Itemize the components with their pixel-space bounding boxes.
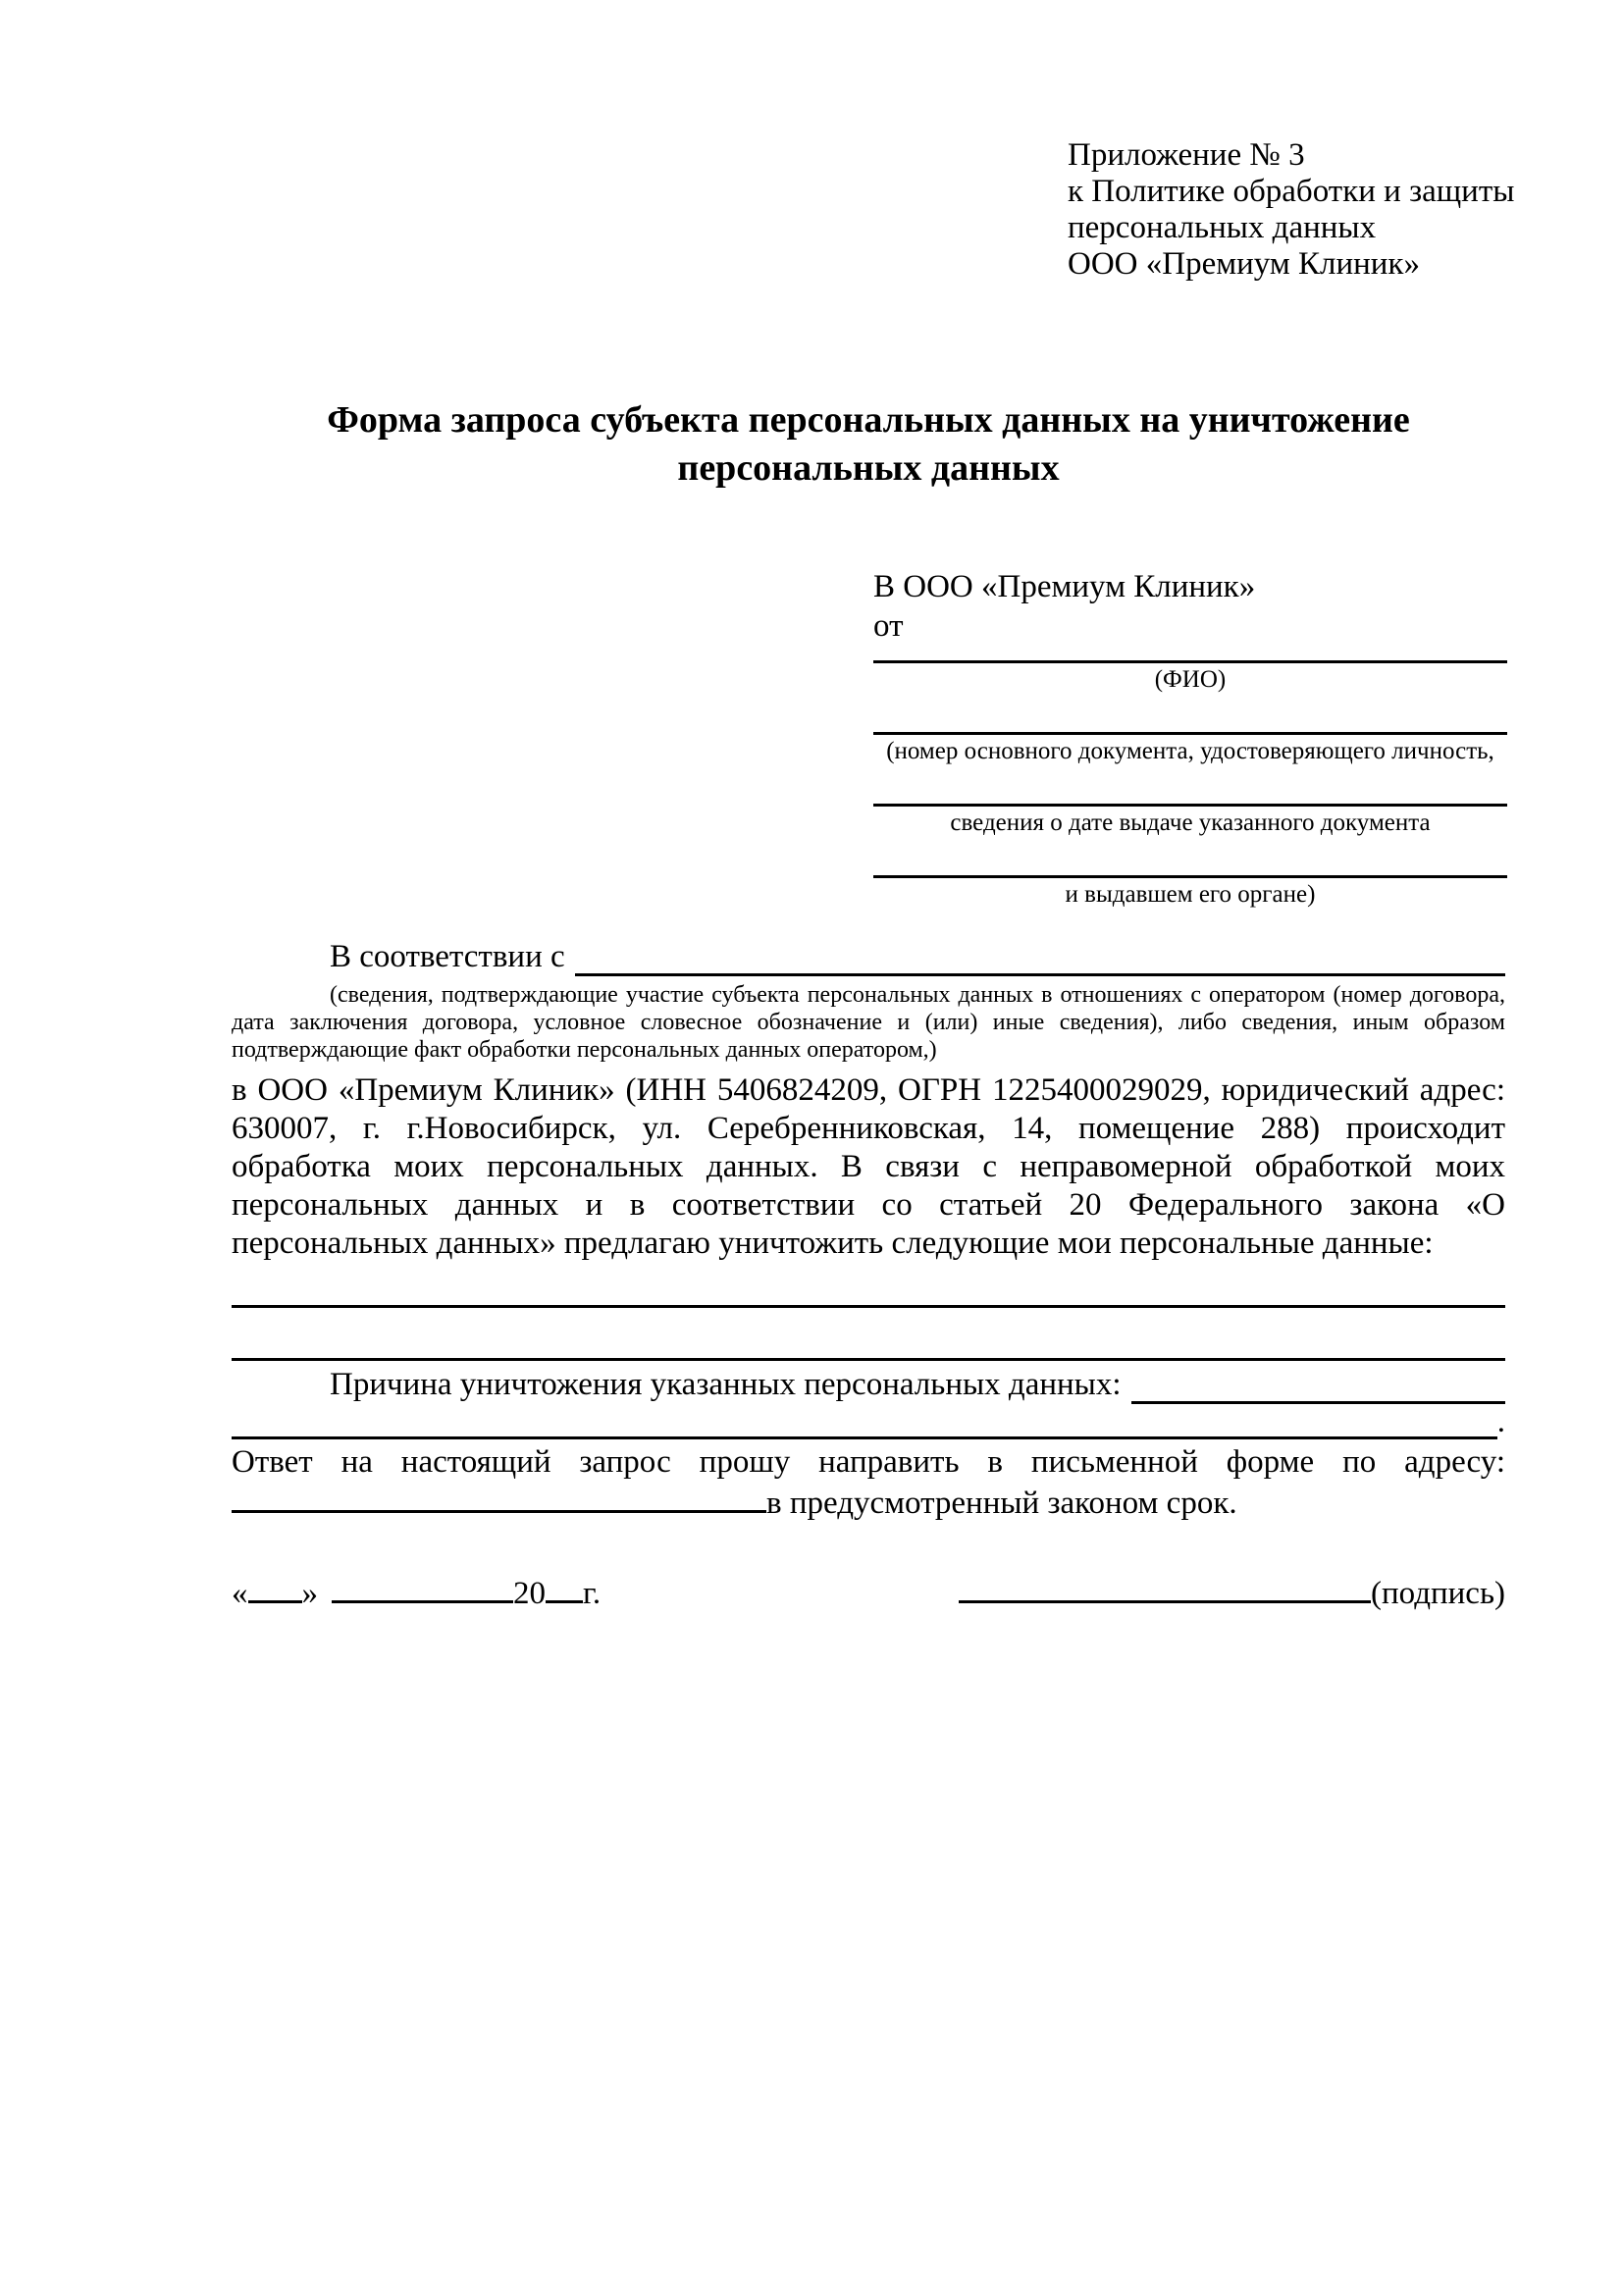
response-sentence: Ответ на настоящий запрос прошу направить в письменной форме по адресу: — [232, 1444, 1505, 1480]
date-close-quote: » — [301, 1576, 318, 1611]
fio-blank-line — [873, 646, 1507, 663]
small-print-note — [232, 981, 1505, 1064]
date-open-quote: « — [232, 1576, 248, 1611]
appendix-policy-line2: персональных данных — [1068, 210, 1377, 245]
reason-label: Причина уничтожения указанных персональных данных: — [330, 1367, 1122, 1402]
appendix-header — [1068, 137, 1539, 283]
appendix-number: Приложение № 3 — [1068, 137, 1305, 173]
footer-row — [232, 1574, 1505, 1613]
reason-row — [232, 1366, 1505, 1404]
accordance-blank-line — [575, 943, 1505, 976]
issuing-authority-caption: и выдавшем его органе) — [1065, 881, 1316, 908]
response-suffix: в предусмотренный законом срок. — [766, 1486, 1237, 1521]
response-address-row — [232, 1484, 1505, 1523]
accordance-row — [232, 938, 1505, 976]
signature-blank-line — [959, 1574, 1371, 1603]
page-title-line1: Форма запроса субъекта персональных данных на уничтожение — [327, 399, 1410, 441]
document-number-caption: (номер основного документа, удостоверяющего личность, — [886, 738, 1494, 764]
page-title — [232, 396, 1505, 493]
date-century: 20 — [513, 1576, 546, 1611]
main-paragraph: в ООО «Премиум Клиник» (ИНН 5406824209, ОГРН 1225400029029, юридический адрес: 630007, г. г.Новосибирск, ул. Серебренниковская, 14, помещение 288) происходит обработка моих персональных данных. В связи с неправомерной обработкой моих персональных данных и в соответствии со статьей 20 Федерального закона «О персональных данных» предлагаю уничтожить следующие мои персональные данные: — [232, 1072, 1505, 1261]
addressee-to: В ООО «Премиум Клиник» — [873, 569, 1256, 604]
reason-blank-line-2 — [232, 1406, 1497, 1439]
personal-data-blank-line-1 — [232, 1288, 1505, 1308]
date-field — [232, 1574, 601, 1613]
signature-caption: (подпись) — [1371, 1576, 1505, 1611]
reason-continuation-row — [232, 1404, 1505, 1439]
page-title-line2: персональных данных — [677, 447, 1060, 489]
body-block — [232, 938, 1505, 1613]
personal-data-blank-line-2 — [232, 1308, 1505, 1361]
month-blank — [332, 1574, 513, 1603]
accordance-prefix: В соответствии с — [330, 939, 565, 974]
issue-date-blank-line — [873, 765, 1507, 807]
signature-field — [959, 1574, 1505, 1613]
issuing-authority-blank-line — [873, 837, 1507, 878]
date-year-suffix: г. — [583, 1576, 602, 1611]
document-number-blank-line — [873, 694, 1507, 735]
small-print-text: (сведения, подтверждающие участие субъекта персональных данных в отношениях с оператором (номер договора, дата заключения договора, условное словесное обозначение и (или) иные сведения), либо сведения, иным образом подтверждающие факт обработки персональных данных оператором,) — [232, 982, 1505, 1063]
issue-date-caption: сведения о дате выдаче указанного документа — [950, 809, 1431, 836]
fio-caption: (ФИО) — [1154, 666, 1227, 693]
line-terminator: . — [1496, 1404, 1505, 1439]
address-blank-line — [232, 1484, 766, 1513]
appendix-org-name: ООО «Премиум Клиник» — [1068, 246, 1420, 282]
reason-blank-line — [1131, 1371, 1505, 1404]
addressee-block — [873, 567, 1507, 909]
day-blank — [248, 1574, 302, 1603]
appendix-policy-line: к Политике обработки и защиты — [1068, 174, 1515, 209]
year-blank — [546, 1574, 583, 1603]
addressee-from-label: от — [873, 608, 904, 644]
